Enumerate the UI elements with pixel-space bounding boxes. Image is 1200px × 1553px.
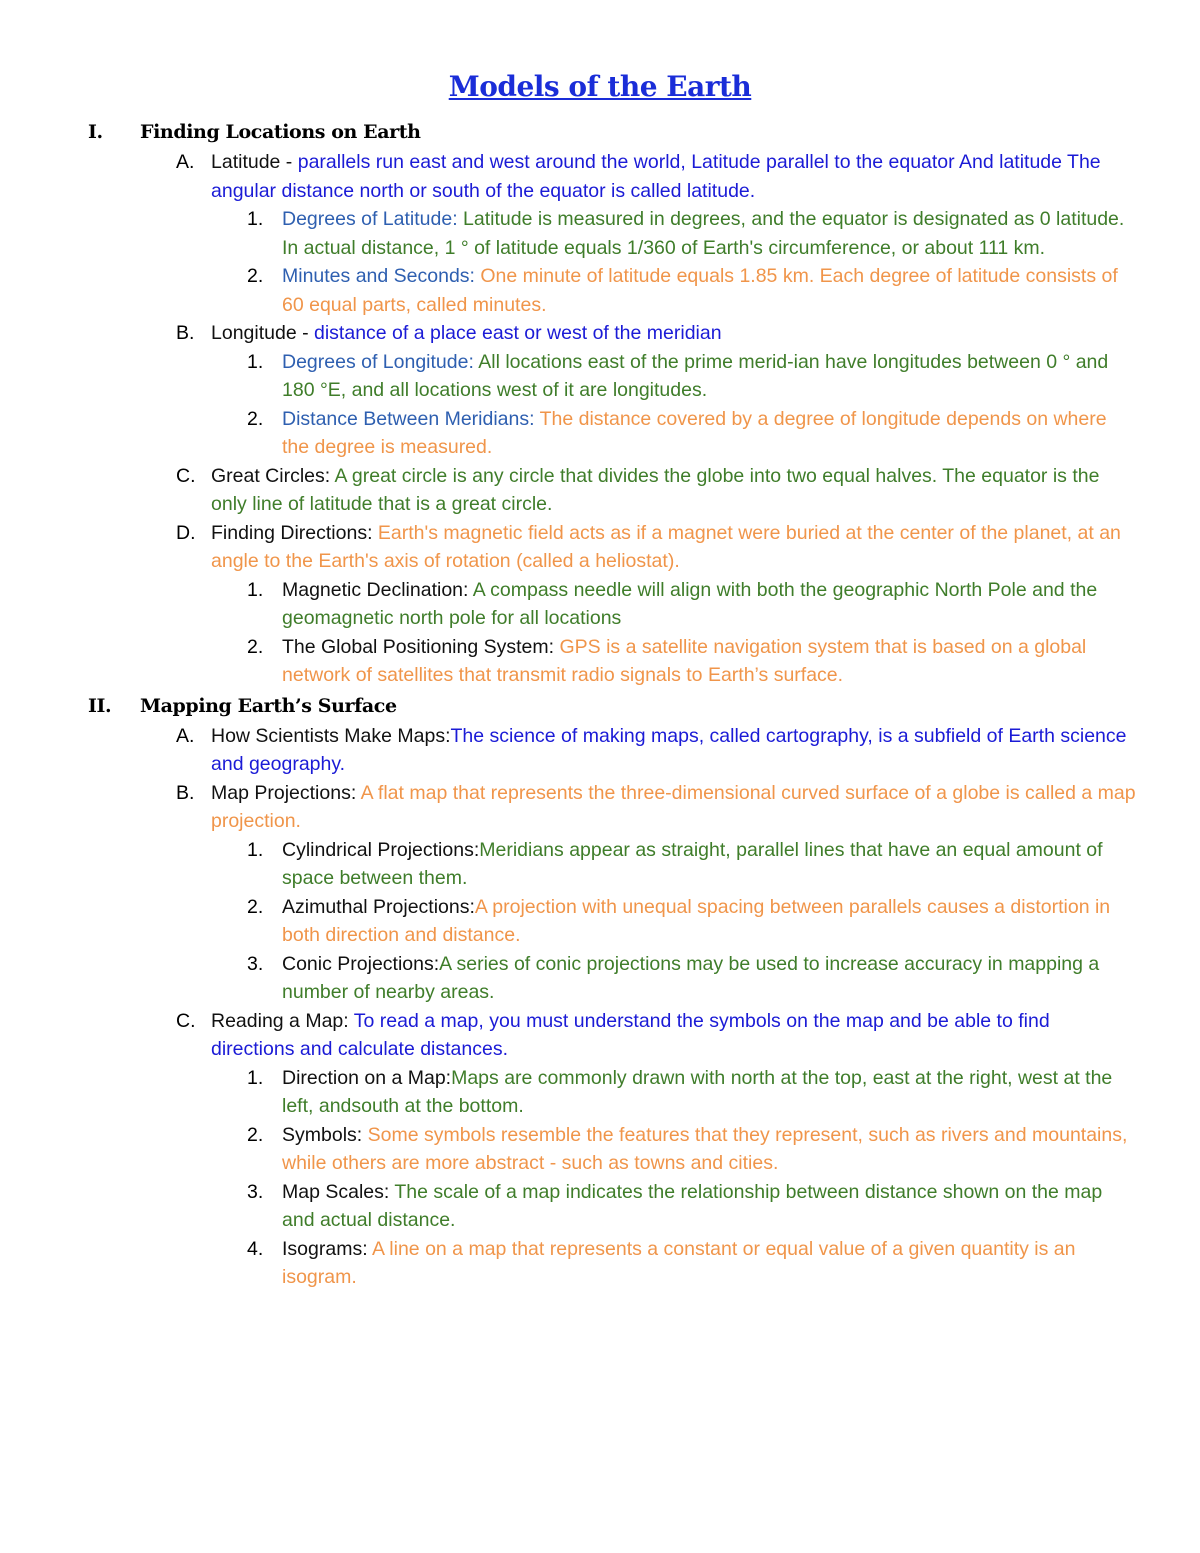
outline-item-label: Longitude - — [211, 322, 314, 344]
outline-item — [0, 722, 1200, 779]
outline-subitem-label: The Global Positioning System: — [282, 635, 560, 658]
outline-item — [0, 148, 1200, 205]
outline-item — [0, 779, 1200, 836]
outline-subitem-label: Cylindrical Projections: — [282, 838, 480, 861]
outline-item — [0, 319, 1200, 348]
outline-item-marker: C. — [176, 464, 196, 487]
outline-item-marker: C. — [176, 1009, 196, 1032]
outline-subitem-text: One minute of latitude equals 1.85 km. Each degree of latitude consists of 60 equal parts, called minutes. — [282, 265, 1118, 316]
outline-item-label: Latitude - — [211, 151, 298, 173]
outline-subitem-label: Direction on a Map: — [282, 1066, 452, 1089]
outline-subitem-marker: 2. — [247, 635, 264, 658]
outline-subitem-marker: 3. — [247, 952, 264, 975]
outline-subitem-label: Degrees of Latitude: — [282, 208, 464, 230]
outline-subitem-marker: 2. — [247, 407, 264, 430]
section-number: I. — [88, 121, 103, 143]
outline-subitem-text: All locations east of the prime merid-ian have longitudes between 0 ° and 180 °E, and all locations west of it are longitudes. — [282, 350, 1109, 401]
outline-item-text: A flat map that represents the three-dimensional curved surface of a globe is called a map projection. — [211, 781, 1136, 832]
outline-subitem-marker: 4. — [247, 1237, 264, 1260]
outline-subitem — [0, 1121, 1200, 1178]
outline-subitem — [0, 633, 1200, 690]
outline-item — [0, 1007, 1200, 1064]
page-title: Models of the Earth — [448, 70, 752, 103]
outline-subitem-text: Maps are commonly drawn with north at the top, east at the right, west at the left, andsouth at the bottom. — [282, 1066, 1113, 1117]
outline-subitem-label: Isograms: — [282, 1237, 372, 1260]
outline-subitem-label: Map Scales: — [282, 1180, 395, 1203]
outline-subitem-text: GPS is a satellite navigation system that is based on a global network of satellites that transmit radio signals to Earth’s surface. — [282, 635, 1087, 686]
outline-subitem — [0, 836, 1200, 893]
outline-subitem-label: Distance Between Meridians: — [282, 407, 540, 430]
outline-item-label: Map Projections: — [211, 781, 361, 804]
outline-subitem — [0, 262, 1200, 319]
outline-item-marker: B. — [176, 322, 195, 344]
outline-item-label: Great Circles: — [211, 464, 335, 487]
outline-item-text: A great circle is any circle that divides the globe into two equal halves. The equator is the only line of latitude that is a great circle. — [211, 464, 1100, 515]
outline-subitem-marker: 1. — [247, 578, 264, 601]
outline-subitem-marker: 1. — [247, 1066, 264, 1089]
outline-item-marker: A. — [176, 724, 195, 747]
outline-item-text: The science of making maps, called cartography, is a subfield of Earth science and geography. — [211, 724, 1127, 775]
outline-subitem-marker: 1. — [247, 350, 264, 373]
outline-item-text: distance of a place east or west of the meridian — [314, 322, 722, 344]
outline-item-text: Earth's magnetic field acts as if a magnet were buried at the center of the planet, at an angle to the Earth's axis of rotation (called a heliostat). — [211, 521, 1121, 572]
outline-subitem-text: The scale of a map indicates the relationship between distance shown on the map and actual distance. — [282, 1180, 1103, 1231]
outline-subitem-text: A compass needle will align with both the geographic North Pole and the geomagnetic north pole for all locations — [282, 578, 1098, 629]
outline-item-marker: D. — [176, 521, 196, 544]
outline — [0, 116, 1200, 1292]
outline-subitem-label: Conic Projections: — [282, 952, 440, 975]
section-heading — [0, 690, 1200, 722]
outline-subitem — [0, 1235, 1200, 1292]
outline-item — [0, 462, 1200, 519]
outline-item-label: Reading a Map: — [211, 1009, 354, 1032]
outline-item-label: How Scientists Make Maps: — [211, 724, 451, 747]
outline-subitem-marker: 2. — [247, 1123, 264, 1146]
outline-subitem-text: A series of conic projections may be used to increase accuracy in mapping a number of nearby areas. — [282, 952, 1100, 1003]
outline-subitem-marker: 1. — [247, 208, 264, 230]
section-title: Finding Locations on Earth — [140, 121, 421, 143]
outline-subitem-marker: 2. — [247, 895, 264, 918]
outline-subitem-label: Degrees of Longitude: — [282, 350, 479, 373]
outline-subitem — [0, 405, 1200, 462]
outline-subitem-label: Magnetic Declination: — [282, 578, 473, 601]
outline-subitem-label: Azimuthal Projections: — [282, 895, 475, 918]
outline-item-marker: A. — [176, 151, 195, 173]
outline-item — [0, 519, 1200, 576]
outline-subitem — [0, 1064, 1200, 1121]
outline-subitem-text: A line on a map that represents a constant or equal value of a given quantity is an isogram. — [282, 1237, 1076, 1288]
outline-item-text: To read a map, you must understand the symbols on the map and be able to find directions and calculate distances. — [211, 1009, 1050, 1060]
outline-subitem — [0, 348, 1200, 405]
outline-subitem-marker: 1. — [247, 838, 264, 861]
outline-subitem — [0, 205, 1200, 262]
section-title: Mapping Earth’s Surface — [140, 694, 397, 717]
outline-subitem — [0, 576, 1200, 633]
outline-subitem-text: Some symbols resemble the features that they represent, such as rivers and mountains, while others are more abstract - such as towns and cities. — [282, 1123, 1128, 1174]
outline-subitem-label: Symbols: — [282, 1123, 368, 1146]
section-heading — [0, 116, 1200, 148]
outline-subitem-text: Meridians appear as straight, parallel lines that have an equal amount of space between them. — [282, 838, 1103, 889]
outline-subitem-text: A projection with unequal spacing between parallels causes a distortion in both direction and distance. — [282, 895, 1111, 946]
outline-subitem-text: The distance covered by a degree of longitude depends on where the degree is measured. — [282, 407, 1107, 458]
outline-subitem — [0, 893, 1200, 950]
outline-subitem-marker: 2. — [247, 265, 264, 287]
outline-item-text: parallels run east and west around the world, Latitude parallel to the equator And latitude The angular distance north or south of the equator is called latitude. — [211, 151, 1101, 202]
outline-subitem-label: Minutes and Seconds: — [282, 265, 481, 287]
outline-subitem-text: Latitude is measured in degrees, and the equator is designated as 0 latitude. In actual distance, 1 ° of latitude equals 1/360 of Earth's circumference, or about 111 km. — [282, 208, 1125, 259]
outline-item-marker: B. — [176, 781, 195, 804]
outline-item-label: Finding Directions: — [211, 521, 378, 544]
outline-subitem — [0, 950, 1200, 1007]
outline-subitem — [0, 1178, 1200, 1235]
section-number: II. — [88, 694, 112, 717]
outline-subitem-marker: 3. — [247, 1180, 264, 1203]
